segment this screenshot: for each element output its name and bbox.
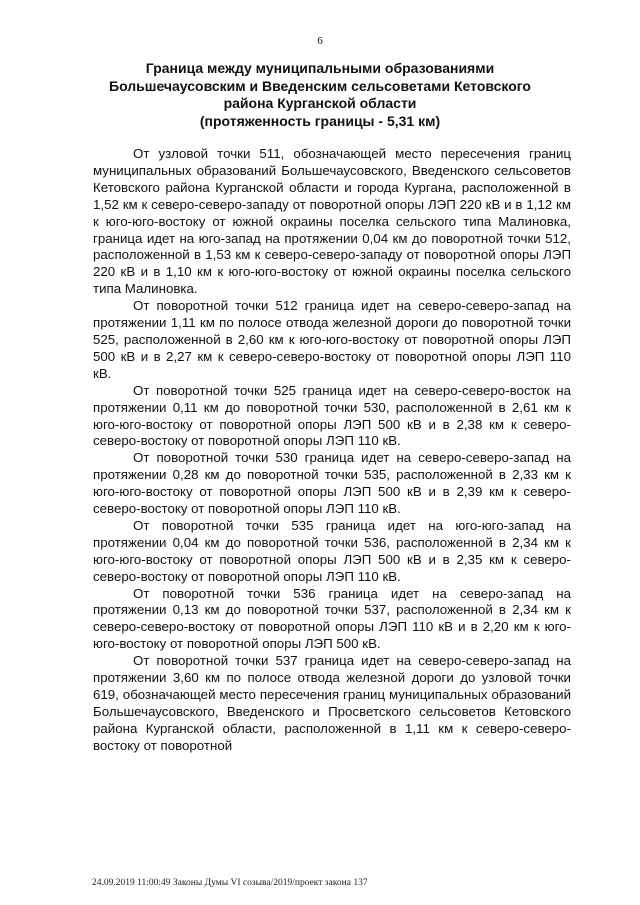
footer-stamp: 24.09.2019 11:00:49 Законы Думы VI созыва/2019/проект закона 137 <box>92 878 368 888</box>
paragraph-5: От поворотной точки 535 граница идет на юго-юго-запад на протяжении 0,04 км до поворотной точки 536, расположенной в 2,34 км к юго-юго-востоку от поворотной опоры ЛЭП 500 кВ и в 2,35 км к северо-северо-востоку от поворотной опоры ЛЭП 110 кВ. <box>93 517 571 584</box>
paragraph-4: От поворотной точки 530 граница идет на северо-северо-запад на протяжении 0,28 км до поворотной точки 535, расположенной в 2,33 км к юго-юго-востоку от поворотной опоры ЛЭП 500 кВ и в 2,39 км к северо-северо-востоку от поворотной опоры ЛЭП 110 кВ. <box>93 450 571 517</box>
page-number: 6 <box>317 35 323 47</box>
title-line-2: Большечаусовским и Введенским сельсоветами Кетовского <box>109 77 531 94</box>
title-line-3: района Курганской области <box>223 95 417 111</box>
paragraph-3: От поворотной точки 525 граница идет на северо-северо-восток на протяжении 0,11 км до поворотной точки 530, расположенной в 2,61 км к юго-юго-востоку от поворотной опоры ЛЭП 500 кВ и в 2,38 км к северо-северо-востоку от поворотной опоры ЛЭП 110 кВ. <box>93 382 571 449</box>
document-title <box>90 60 550 130</box>
title-line-4: (протяженность границы - 5,31 км) <box>199 112 441 129</box>
document-body <box>93 146 571 755</box>
title-line-1: Граница между муниципальными образованиями <box>145 60 495 76</box>
paragraph-6: От поворотной точки 536 граница идет на северо-запад на протяжении 0,13 км до поворотной точки 537, расположенной в 2,34 км к северо-северо-востоку от поворотной опоры ЛЭП 110 кВ и в 2,20 км к юго-юго-востоку от поворотной опоры ЛЭП 500 кВ. <box>93 585 571 652</box>
paragraph-2: От поворотной точки 512 граница идет на северо-северо-запад на протяжении 1,11 км по полосе отвода железной дороги до поворотной точки 525, расположенной в 2,60 км к юго-юго-востоку от поворотной опоры ЛЭП 500 кВ и в 2,27 км к северо-северо-востоку от поворотной опоры ЛЭП 110 кВ. <box>93 298 571 381</box>
paragraph-1: От узловой точки 511, обозначающей место пересечения границ муниципальных образований Большечаусовского, Введенского сельсоветов Кетовского района Курганской области и города Кургана, расположенной в 1,52 км к северо-северо-западу от поворотной опоры ЛЭП 220 кВ и в 1,12 км к юго-юго-востоку от южной окраины поселка сельского типа Малиновка, граница идет на юго-запад на протяжении 0,04 км до поворотной точки 512, расположенной в 1,53 км к северо-северо-западу от поворотной опоры ЛЭП 220 кВ и в 1,10 км к юго-юго-востоку от южной окраины поселка сельского типа Малиновка. <box>93 146 571 297</box>
paragraph-7: От поворотной точки 537 граница идет на северо-северо-запад на протяжении 3,60 км по полосе отвода железной дороги до узловой точки 619, обозначающей место пересечения границ муниципальных образований Большечаусовского, Введенского и Просветского сельсоветов Кетовского района Курганской области, расположенной в 1,11 км к северо-северо-востоку от поворотной <box>93 653 571 753</box>
